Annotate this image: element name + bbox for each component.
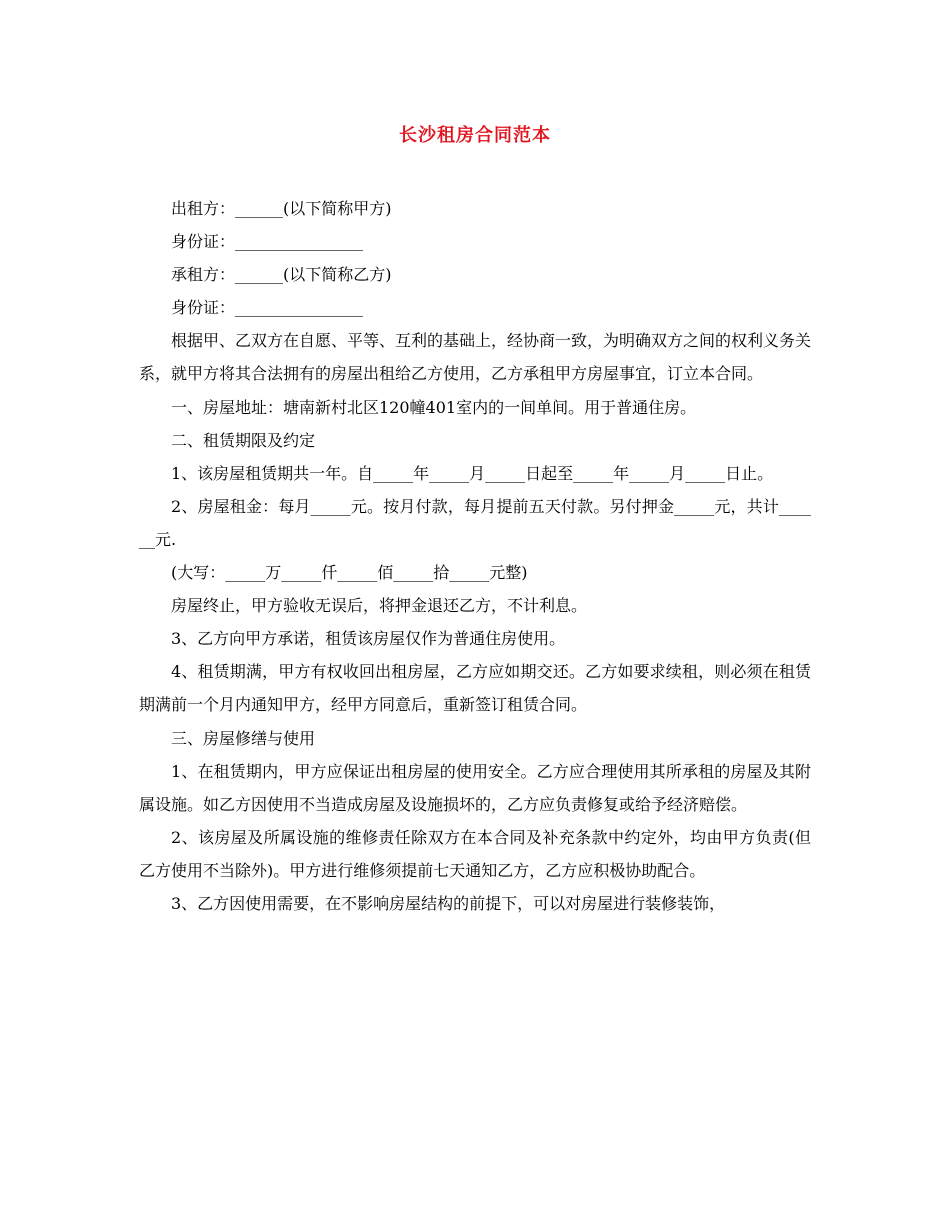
preamble-paragraph: 根据甲、乙双方在自愿、平等、互利的基础上，经协商一致，为明确双方之间的权利义务关系，就甲方将其合法拥有的房屋出租给乙方使用，乙方承租甲方房屋事宜，订立本合同。 bbox=[139, 331, 812, 384]
clause-2-2-deposit-return: 房屋终止，甲方验收无误后，将押金退还乙方，不计利息。 bbox=[171, 596, 588, 616]
lessee-id-line: 身份证：________________ bbox=[171, 298, 364, 318]
lessor-line: 出租方：______(以下简称甲方) bbox=[171, 199, 392, 218]
clause-2-4-renewal: 4、租赁期满，甲方有权收回出租房屋，乙方应如期交还。乙方如要求续租，则必须在租赁期满前一个月内通知甲方，经甲方同意后，重新签订租赁合同。 bbox=[139, 662, 811, 715]
document-body bbox=[139, 192, 811, 920]
document-title: 长沙租房合同范本 bbox=[399, 125, 551, 146]
section-1-address: 一、房屋地址：塘南新村北区120幢401室内的一间单间。用于普通住房。 bbox=[171, 397, 697, 417]
lessee-line: 承租方：______(以下简称乙方) bbox=[171, 265, 392, 285]
clause-2-2-amount-words: (大写：_____万_____仟_____佰_____拾_____元整) bbox=[171, 563, 528, 583]
clause-2-3-usage: 3、乙方向甲方承诺，租赁该房屋仅作为普通住房使用。 bbox=[171, 629, 566, 649]
section-2-heading: 二、租赁期限及约定 bbox=[171, 430, 316, 450]
section-3-heading: 三、房屋修缮与使用 bbox=[171, 728, 316, 748]
clause-3-1-safety: 1、在租赁期内，甲方应保证出租房屋的使用安全。乙方应合理使用其所承租的房屋及其附属设施。如乙方因使用不当造成房屋及设施损坏的，乙方应负责修复或给予经济赔偿。 bbox=[139, 761, 811, 814]
lessor-id-line: 身份证：________________ bbox=[171, 232, 364, 252]
clause-3-3-decoration: 3、乙方因使用需要，在不影响房屋结构的前提下，可以对房屋进行装修装饰， bbox=[171, 893, 726, 913]
clause-2-1-term: 1、该房屋租赁期共一年。自_____年_____月_____日起至_____年_____月_____日止。 bbox=[171, 463, 774, 483]
clause-3-2-maintenance: 2、该房屋及所属设施的维修责任除双方在本合同及补充条款中约定外，均由甲方负责(但乙方使用不当除外)。甲方进行维修须提前七天通知乙方，乙方应积极协助配合。 bbox=[139, 827, 811, 880]
clause-2-2-rent: 2、房屋租金：每月_____元。按月付款，每月提前五天付款。另付押金_____元，共计______元. bbox=[139, 496, 811, 549]
